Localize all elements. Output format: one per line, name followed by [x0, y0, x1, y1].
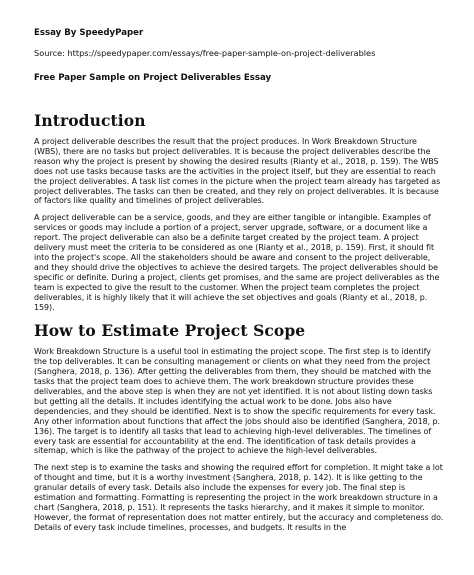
essay-author: Essay By SpeedyPaper: [34, 28, 144, 38]
section-heading-estimate-scope: How to Estimate Project Scope: [34, 321, 306, 341]
paragraph: A project deliverable can be a service, goods, and they are either tangible or intangible. Examples of services or goods may include a portion of a project, server upgrade, software, or a document like a report. The project deliverable can also be a definite target created by the project team. A project delivery must meet the criteria to be considered as one (Rianty et al., 2018, p. 159). First, it should fit into the project's scope. All the stakeholders should be aware and consent to the project deliverable, and they should drive the objectives to achieve the desired targets. The project deliverables should be specific or definite. During a project, clients get promises, and the same are project deliverables as the team is expected to give the result to the customer. When the project team completes the project deliverables, it is highly likely that it will achieve the set objectives and goals (Rianty et al., 2018, p. 159).: [34, 213, 440, 312]
source-link[interactable]: Source: https://speedypaper.com/essays/free-paper-sample-on-project-deliverables: [34, 48, 376, 58]
section-heading-introduction: Introduction: [34, 111, 146, 130]
document-title: Free Paper Sample on Project Deliverables Essay: [34, 73, 272, 83]
paragraph: The next step is to examine the tasks and showing the required effort for completion. It might take a lot of thought and time, but it is a worthy investment (Sanghera, 2018, p. 142). It is like getting to the granular details of every task. Details also include the expenses for every job. The final step is estimation and formatting. Formatting is representing the project in the work breakdown structure in a chart (Sanghera, 2018, p. 151). It represents the tasks hierarchy, and it makes it simple to monitor. However, the format of representation does not matter entirely, but the accuracy and completeness do. Details of every task include timelines, processes, and budgets. It results in the: [34, 463, 444, 532]
paragraph: A project deliverable describes the result that the project produces. In Work Breakdown Structure (WBS), there are no tasks but project deliverables. It is because the project deliverables describe the reason why the project is present by showing the desired results (Rianty et al., 2018, p. 159). The WBS does not use tasks because tasks are the activities in the project itself, but they are essential to reach the project deliverables. A task list comes in the picture when the project team already has targeted as project deliverables. The tasks can then be created, and they rely on project deliverables. It is because of factors like quality and timelines of project deliverables.: [34, 137, 441, 206]
paragraph: Work Breakdown Structure is a useful tool in estimating the project scope. The first step is to identify the top deliverables. It can be consulting management or clients on what they need from the project (Sanghera, 2018, p. 136). After getting the deliverables from them, they should be matched with the tasks that the project team does to achieve them. The work breakdown structure provides these deliverables, and the above step is when they are not yet identified. It is not about listing down tasks but getting all the details. It includes identifying the actual work to be done. Jobs also have dependencies, and they should be identified. Next is to show the specific requirements for every task. Any other information about functions that affect the jobs should also be identified (Sanghera, 2018, p. 136). The target is to identify all tasks that lead to achieving high-level deliverables. The timelines of every task are essential for accountability at the end. The identification of task details provides a sitemap, which is like the pathway of the project to achieve the high-level deliverables.: [34, 347, 441, 456]
document-header: [34, 28, 444, 84]
document-body: [34, 112, 445, 540]
